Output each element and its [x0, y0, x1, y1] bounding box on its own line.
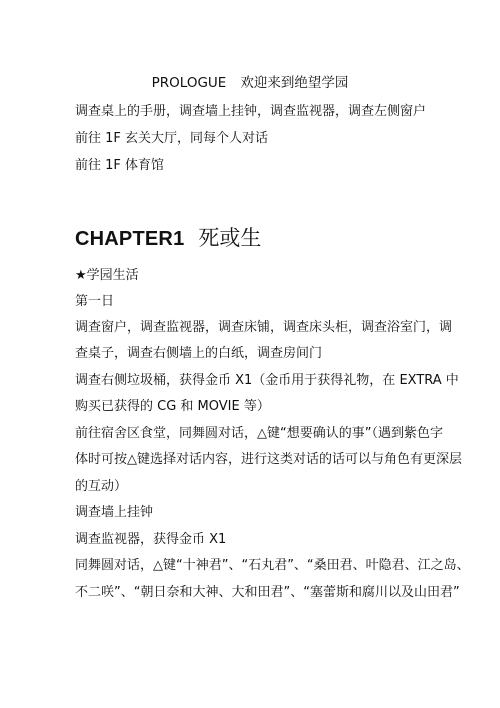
prologue-subtitle: 欢迎来到绝望学园	[240, 75, 349, 91]
prologue-label: PROLOGUE	[151, 75, 227, 91]
chapter-subtitle: 死或生	[198, 226, 262, 250]
chapter-line: 体时可按△键选择对话内容，进行这类对话的话可以与角色有更深层	[75, 452, 462, 467]
chapter-line: 不二咲”、“朝日奈和大神、大和田君”、“塞蕾斯和腐川以及山田君”	[75, 585, 460, 600]
section-heading: ★学园生活	[75, 268, 139, 283]
chapter-heading	[75, 222, 261, 252]
prologue-line: 调查桌上的手册，调查墙上挂钟，调查监视器，调查左侧窗户	[75, 104, 427, 119]
chapter-line: 查桌子，调查右侧墙上的白纸，调查房间门	[75, 346, 323, 361]
chapter-line: 同舞圆对话，△键“十神君”、“石丸君”、“桑田君、叶隐君、江之岛、	[75, 558, 470, 573]
chapter-line: 调查墙上挂钟	[75, 505, 154, 520]
chapter-line: 购买已获得的 CG 和 MOVIE 等）	[75, 399, 270, 414]
prologue-line: 前往 1F 体育馆	[75, 158, 165, 173]
chapter-line: 第一日	[75, 294, 115, 309]
chapter-label: CHAPTER1	[75, 228, 185, 250]
chapter-line: 调查窗户，调查监视器，调查床铺，调查床头柜，调查浴室门，调	[75, 320, 453, 335]
chapter-line: 调查右侧垃圾桶，获得金币 X1（金币用于获得礼物，在 EXTRA 中	[75, 373, 459, 388]
chapter-line: 前往宿舍区食堂，同舞圆对话，△键“想要确认的事”（遇到紫色字	[75, 426, 443, 441]
chapter-line: 调查监视器，获得金币 X1	[75, 532, 227, 547]
prologue-heading	[0, 74, 500, 92]
chapter-line: 的互动）	[75, 479, 128, 494]
prologue-line: 前往 1F 玄关大厅，同每个人对话	[75, 131, 269, 146]
